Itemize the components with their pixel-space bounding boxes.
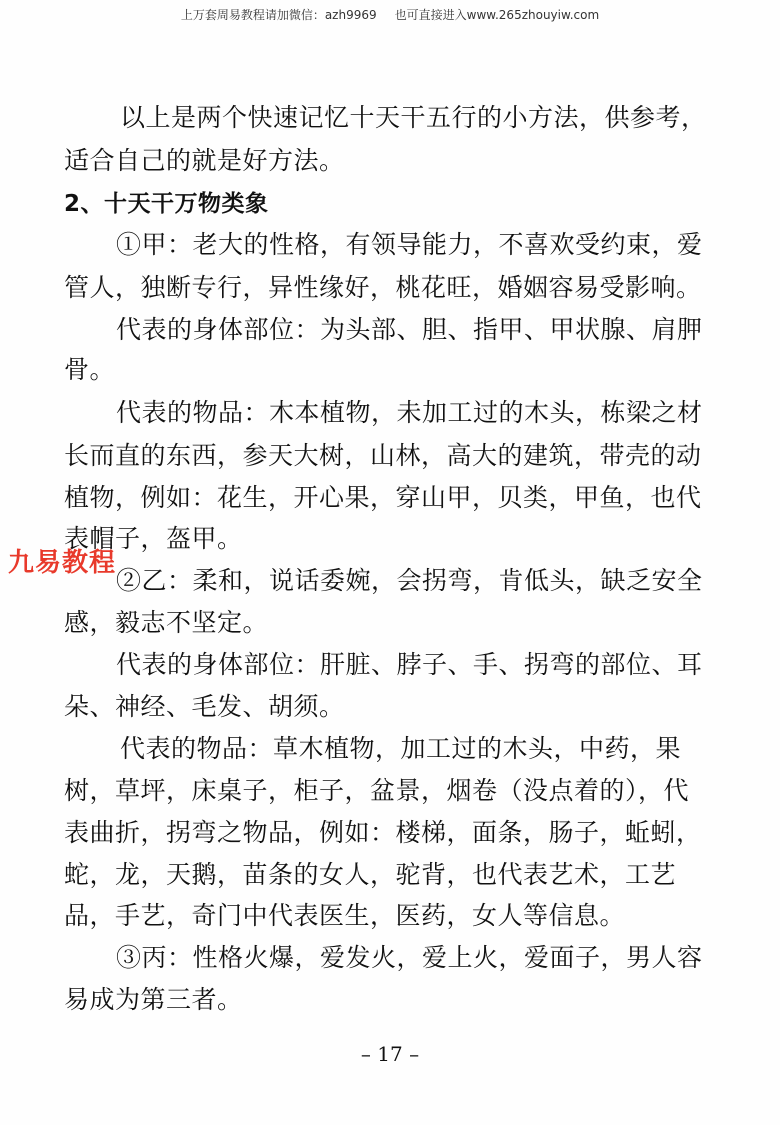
text-line: 代表的身体部位：肝脏、脖子、手、拐弯的部位、耳 — [116, 650, 703, 679]
section-heading: 2、十天干万物类象 — [64, 191, 269, 217]
watermark-wechat-text: 上万套周易教程请加微信：azh9969 — [180, 8, 377, 22]
text-line: 蛇，龙，天鹅，苗条的女人，驼背，也代表艺术，工艺 — [64, 860, 677, 889]
text-line: ②乙：柔和，说话委婉，会拐弯，肯低头，缺乏安全 — [116, 566, 703, 595]
text-line: 表帽子，盔甲。 — [64, 524, 243, 553]
text-line: 植物，例如：花生，开心果，穿山甲，贝类，甲鱼，也代 — [64, 483, 702, 512]
text-line: 树，草坪，床桌子，柜子，盆景，烟卷（没点着的），代 — [64, 776, 690, 805]
text-line: 长而直的东西，参天大树，山林，高大的建筑，带壳的动 — [64, 441, 702, 470]
text-line: 感，毅志不坚定。 — [64, 608, 269, 637]
text-line: 适合自己的就是好方法。 — [64, 146, 345, 175]
text-line: 代表的身体部位：为头部、胆、指甲、甲状腺、肩胛 — [116, 315, 703, 344]
text-line: 代表的物品：草木植物，加工过的木头，中药，果 — [120, 734, 682, 763]
text-line: 骨。 — [64, 355, 116, 384]
text-line: ③丙：性格火爆，爱发火，爱上火，爱面子，男人容 — [116, 943, 703, 972]
watermark-stamp: 九易教程 — [8, 548, 117, 578]
top-watermark — [0, 6, 780, 23]
text-line: 易成为第三者。 — [64, 985, 243, 1014]
text-line: 以上是两个快速记忆十天干五行的小方法，供参考， — [120, 103, 707, 132]
text-line: 品，手艺，奇门中代表医生，医药，女人等信息。 — [64, 901, 626, 930]
text-line: ①甲：老大的性格，有领导能力，不喜欢受约束，爱 — [116, 230, 703, 259]
watermark-website-text: 也可直接进入www.265zhouyiw.com — [394, 8, 600, 22]
text-line: 表曲折，拐弯之物品，例如：楼梯，面条，肠子，蚯蚓， — [64, 818, 702, 847]
text-line: 管人，独断专行，异性缘好，桃花旺，婚姻容易受影响。 — [64, 273, 702, 302]
text-line: 朵、神经、毛发、胡须。 — [64, 692, 345, 721]
text-line: 代表的物品：木本植物，未加工过的木头，栋梁之材 — [116, 398, 703, 427]
page-number: – 17 – — [360, 1042, 420, 1066]
